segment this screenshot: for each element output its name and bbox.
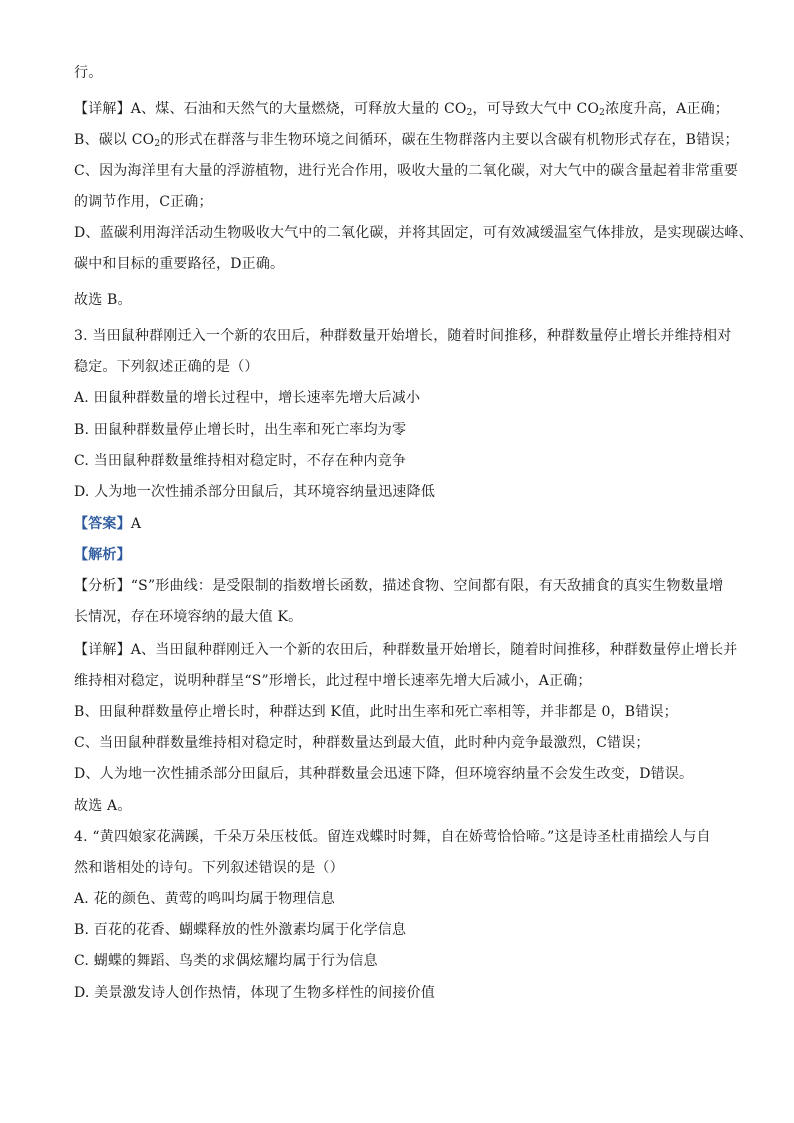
- detail-a-line: [74, 99, 729, 119]
- answer-line: [74, 514, 724, 534]
- detail-a-part2: ，可导致大气中 CO: [472, 101, 600, 117]
- option-a: A. 花的颜色、黄莺的鸣叫均属于物理信息: [74, 891, 336, 907]
- text-line: 长情况，存在环境容纳的最大值 K。: [74, 609, 303, 625]
- answer-choice-line: 故选 B。: [74, 292, 132, 308]
- subscript: 2: [154, 139, 161, 149]
- detail-b-line: [74, 130, 739, 150]
- question-3-stem-cont: 稳定。下列叙述正确的是（）: [74, 359, 259, 375]
- text-line: D、人为地一次性捕杀部分田鼠后，其种群数量会迅速下降，但环境容纳量不会发生改变，D错误。: [74, 766, 694, 782]
- option-a: A. 田鼠种群数量的增长过程中，增长速率先增大后减小: [74, 390, 421, 406]
- detail-b-part1: B、碳以 CO: [74, 132, 155, 148]
- answer-choice-line: 故选 A。: [74, 798, 132, 814]
- text-line: C、当田鼠种群数量维持相对稳定时，种群数量达到最大值，此时种内竞争最激烈，C错误；: [74, 735, 650, 751]
- answer-value: A: [130, 516, 142, 532]
- analysis-label: 【解析】: [74, 547, 131, 563]
- text-line: 【分析】“S”形曲线：是受限制的指数增长函数，描述食物、空间都有限，有天敌捕食的真实生物数量增: [74, 578, 724, 594]
- option-c: C. 当田鼠种群数量维持相对稳定时，不存在种内竞争: [74, 453, 407, 469]
- text-line: 行。: [74, 65, 103, 81]
- text-line: 碳中和目标的重要路径，D正确。: [74, 256, 285, 272]
- option-d: D. 人为地一次性捕杀部分田鼠后，其环境容纳量迅速降低: [74, 484, 436, 500]
- text-line: 【详解】A、当田鼠种群刚迁入一个新的农田后，种群数量开始增长，随着时间推移，种群数量停止增长并: [74, 642, 738, 658]
- question-3-stem: 3. 当田鼠种群刚迁入一个新的农田后，种群数量开始增长，随着时间推移，种群数量停止增长并维持相对: [74, 328, 732, 344]
- detail-a-part1: 【详解】A、煤、石油和天然气的大量燃烧，可释放大量的 CO: [74, 101, 467, 117]
- question-4-stem: 4. “黄四娘家花满蹊，千朵万朵压枝低。留连戏蝶时时舞，自在娇莺恰恰啼。”这是诗圣杜甫描绘人与自: [74, 829, 711, 845]
- text-line: 维持相对稳定，说明种群呈“S”形增长，此过程中增长速率先增大后减小，A正确；: [74, 673, 592, 689]
- option-b: B. 百花的花香、蝴蝶释放的性外激素均属于化学信息: [74, 922, 407, 938]
- answer-label: 【答案】: [74, 516, 131, 532]
- subscript: 2: [599, 108, 606, 118]
- text-line: B、田鼠种群数量停止增长时，种群达到 K值，此时出生率和死亡率相等，并非都是 0，B错误；: [74, 704, 678, 720]
- detail-b-part2: 的形式在群落与非生物环境之间循环，碳在生物群落内主要以含碳有机物形式存在，B错误；: [160, 132, 739, 148]
- text-line: C、因为海洋里有大量的浮游植物，进行光合作用，吸收大量的二氧化碳，对大气中的碳含量起着非常重要: [74, 163, 739, 179]
- option-b: B. 田鼠种群数量停止增长时，出生率和死亡率均为零: [74, 422, 407, 438]
- question-4-stem-cont: 然和谐相处的诗句。下列叙述错误的是（）: [74, 860, 344, 876]
- subscript: 2: [466, 108, 473, 118]
- detail-a-part3: 浓度升高，A正确；: [605, 101, 729, 117]
- option-c: C. 蝴蝶的舞蹈、鸟类的求偶炫耀均属于行为信息: [74, 953, 378, 969]
- option-d: D. 美景激发诗人创作热情，体现了生物多样性的间接价值: [74, 985, 436, 1001]
- text-line: 的调节作用，C正确；: [74, 194, 213, 210]
- text-line: D、蓝碳利用海洋活动生物吸收大气中的二氧化碳，并将其固定，可有效减缓温室气体排放，是实现碳达峰、: [74, 225, 753, 241]
